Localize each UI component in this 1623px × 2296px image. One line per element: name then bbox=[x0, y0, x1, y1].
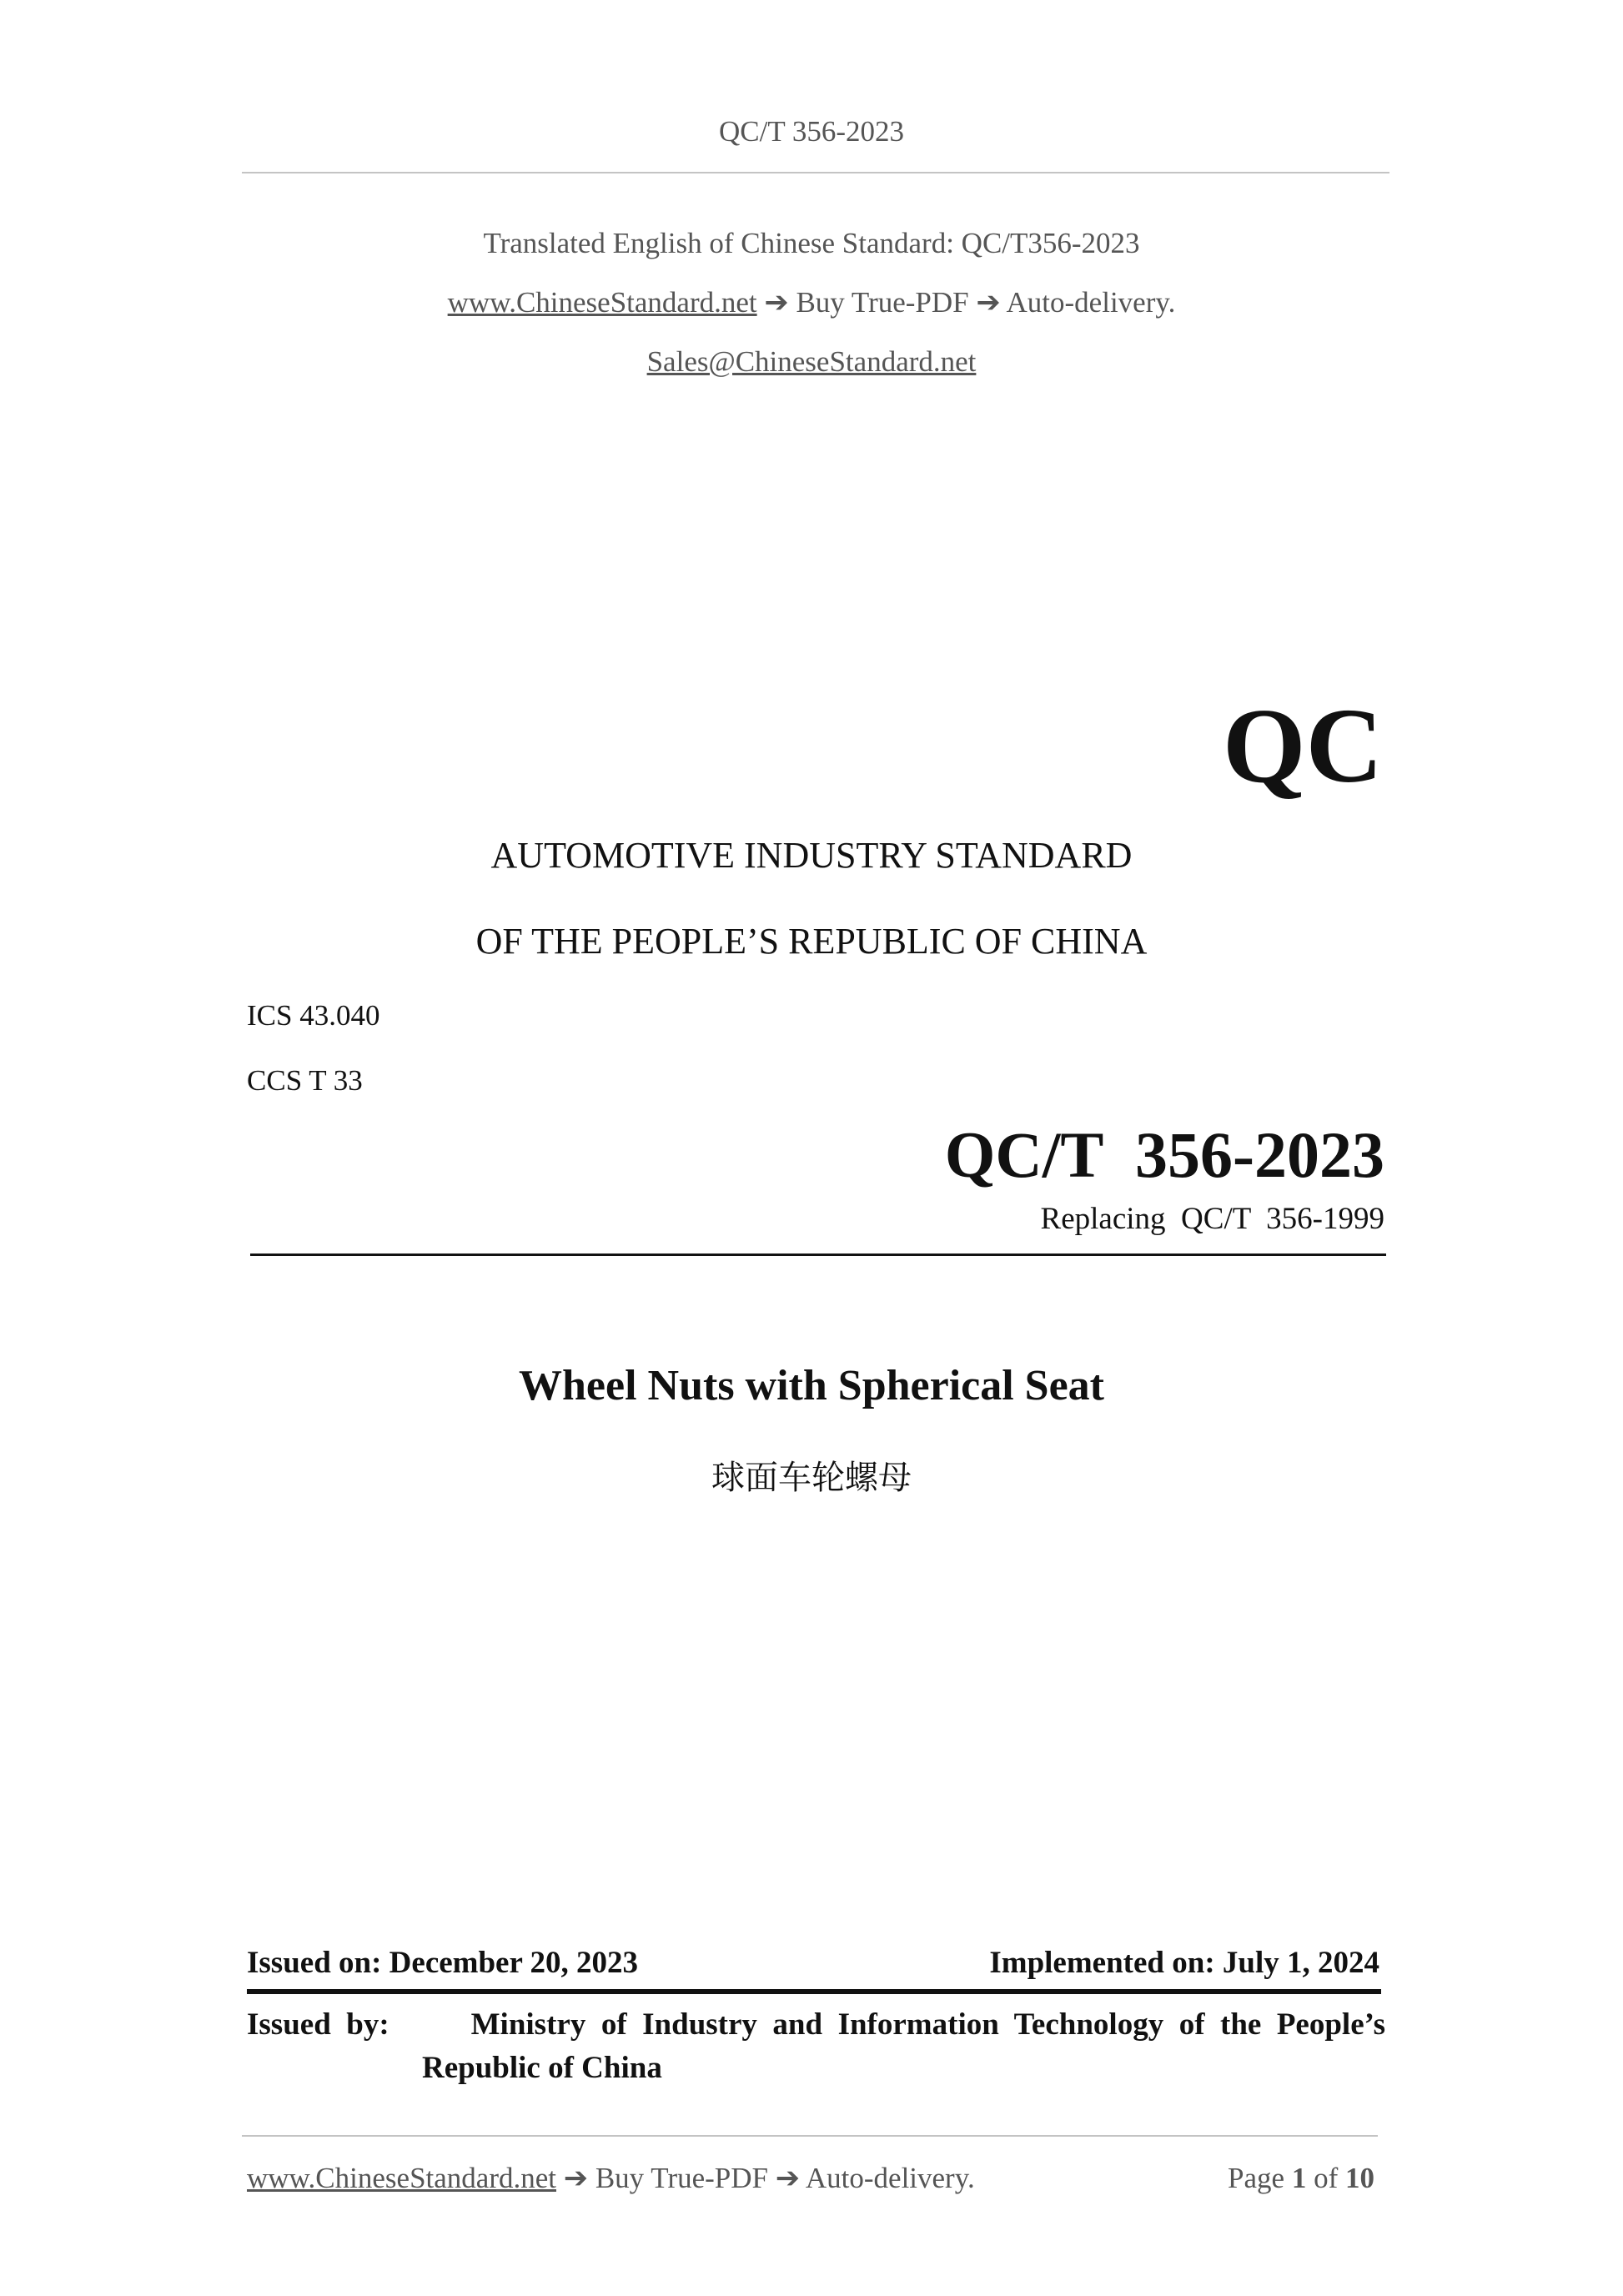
running-header: QC/T 356-2023 bbox=[719, 115, 904, 148]
translation-notice: Translated English of Chinese Standard: QC/T356-2023 bbox=[483, 227, 1140, 259]
standard-title-line2: OF THE PEOPLE’S REPUBLIC OF CHINA bbox=[475, 921, 1148, 962]
issued-by-authority-line1: Ministry of Industry and Information Technology of the People’s bbox=[470, 2007, 1385, 2042]
issued-by-authority-line2: Republic of China bbox=[422, 2051, 662, 2085]
ccs-code: CCS T 33 bbox=[247, 1064, 363, 1097]
purchase-text: ➔ Buy True-PDF ➔ Auto-delivery. bbox=[756, 286, 1176, 319]
issued-by-label: Issued by: bbox=[247, 2007, 389, 2042]
footer-purchase-line bbox=[247, 2162, 975, 2195]
dates-rule bbox=[247, 1989, 1381, 1994]
standard-title-line1: AUTOMOTIVE INDUSTRY STANDARD bbox=[490, 835, 1133, 876]
standard-number: QC/T 356-2023 bbox=[944, 1118, 1384, 1191]
footer-purchase-text: ➔ Buy True-PDF ➔ Auto-delivery. bbox=[556, 2162, 975, 2194]
implemented-on: Implemented on: July 1, 2024 bbox=[989, 1946, 1379, 1980]
issued-on: Issued on: December 20, 2023 bbox=[247, 1946, 638, 1980]
email-link[interactable]: Sales@ChineseStandard.net bbox=[646, 345, 977, 378]
document-title-zh: 球面车轮螺母 bbox=[711, 1459, 912, 1497]
site-link[interactable]: www.ChineseStandard.net bbox=[447, 286, 757, 319]
footer-site-link[interactable]: www.ChineseStandard.net bbox=[247, 2162, 556, 2194]
page-indicator bbox=[1228, 2162, 1374, 2195]
replacing-note: Replacing QC/T 356-1999 bbox=[1040, 1202, 1384, 1236]
ics-code: ICS 43.040 bbox=[247, 999, 380, 1032]
qc-logo: QC bbox=[1223, 686, 1383, 805]
of-label: of bbox=[1314, 2162, 1339, 2194]
document-title-en: Wheel Nuts with Spherical Seat bbox=[519, 1362, 1104, 1409]
purchase-line bbox=[0, 286, 1623, 319]
email-line bbox=[0, 345, 1623, 379]
page-number: 1 bbox=[1291, 2162, 1307, 2194]
page-label: Page bbox=[1228, 2162, 1285, 2194]
header-rule bbox=[242, 172, 1389, 173]
page-total: 10 bbox=[1345, 2162, 1374, 2194]
number-rule bbox=[250, 1254, 1386, 1256]
footer-rule bbox=[242, 2135, 1378, 2137]
